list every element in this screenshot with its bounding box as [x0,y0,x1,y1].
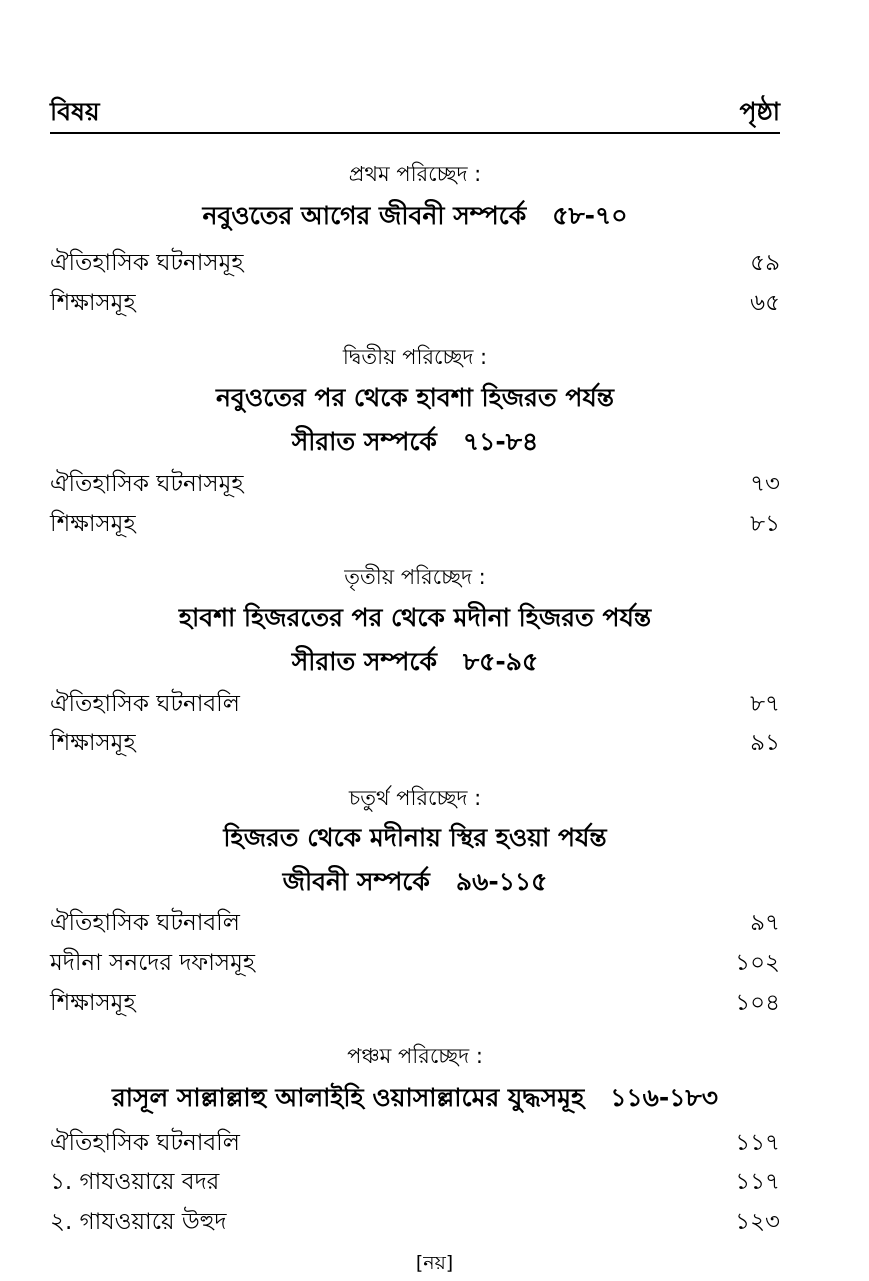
entry-page: ৭৩ [750,471,780,497]
entry-title: শিক্ষাসমূহ [50,290,136,316]
entry-page: ১১৭ [735,1169,780,1195]
entry-title: ঐতিহাসিক ঘটনাবলি [50,910,240,936]
entry-page: ১০২ [735,950,780,976]
chapter-5-page-range: ১১৬-১৮৩ [610,1083,718,1112]
chapter-2-title-line-2: সীরাত সম্পর্কে [291,427,437,456]
chapter-3-title-line-2-wrap [50,642,780,685]
chapter-2-page-range: ৭১-৮৪ [462,427,539,456]
chapter-4-title-line-2: জীবনী সম্পর্কে [282,867,430,896]
entry-title: ২. গাযওয়ায়ে উহুদ [50,1209,227,1235]
entry-page: ১০৪ [735,990,780,1016]
entry-title: ঐতিহাসিক ঘটনাবলি [50,1130,240,1156]
chapter-4-page-range: ৯৬-১১৫ [455,867,548,896]
page-column-label: পৃষ্ঠা [739,97,780,126]
entry-title: ১. গাযওয়ায়ে বদর [50,1169,220,1195]
entry-title: শিক্ষাসমূহ [50,730,136,756]
entry-page: ৯১ [750,730,780,756]
entry-title: মদীনা সনদের দফাসমূহ [50,950,255,976]
chapter-1-page-range: ৫৮-৭০ [552,201,628,230]
chapter-1-label: প্রথম পরিচ্ছেদ : [348,162,482,186]
entry-page: ১২৩ [735,1209,780,1235]
entry-title: ঐতিহাসিক ঘটনাসমূহ [50,471,244,497]
entry-page: ১১৭ [735,1130,780,1156]
entry-page: ৬৫ [750,290,780,316]
chapter-3-label: তৃতীয় পরিচ্ছেদ : [344,565,486,589]
chapter-2-label: দ্বিতীয় পরিচ্ছেদ : [342,345,488,369]
chapter-2-title-line-2-wrap [50,422,780,465]
chapter-4-title-line-2-wrap [50,862,780,905]
chapter-5-label: পঞ্চম পরিচ্ছেদ : [347,1044,483,1068]
chapter-5-title [50,1078,780,1121]
chapter-1-title-line-1: নবুওতের আগের জীবনী সম্পর্কে [202,201,527,230]
entry-title: শিক্ষাসমূহ [50,511,136,537]
chapter-3-page-range: ৮৫-৯৫ [462,647,539,676]
subject-column-label: বিষয় [50,97,100,126]
chapter-5-title-line-1: রাসূল সাল্লাল্লাহু আলাইহি ওয়াসাল্লামের যুদ্ধসমূহ [112,1083,585,1112]
entry-title: শিক্ষাসমূহ [50,990,136,1016]
entry-page: ৫৯ [750,250,780,276]
entry-page: ৮১ [750,511,780,537]
entry-title: ঐতিহাসিক ঘটনাবলি [50,691,240,717]
chapter-4-label: চতুর্থ পরিচ্ছেদ : [348,786,482,810]
chapter-1-title [50,196,780,239]
toc-header [50,92,780,134]
chapter-3-title-line-1: হাবশা হিজরতের পর থেকে মদীনা হিজরত পর্যন্ত [178,603,652,632]
chapter-2-title-line-1: নবুওতের পর থেকে হাবশা হিজরত পর্যন্ত [215,383,614,412]
chapter-3-title-line-2: সীরাত সম্পর্কে [291,647,437,676]
chapter-4-title-line-1: হিজরত থেকে মদীনায় স্থির হওয়া পর্যন্ত [223,823,607,852]
entry-title: ঐতিহাসিক ঘটনাসমূহ [50,250,244,276]
entry-page: ৯৭ [750,910,780,936]
entry-page: ৮৭ [750,691,780,717]
page-number-marker: [নয়] [415,1252,454,1274]
